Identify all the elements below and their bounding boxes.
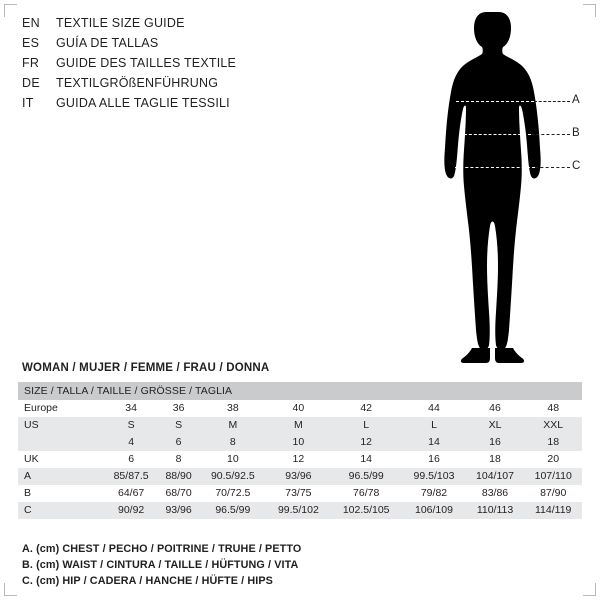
language-title: GUIDA ALLE TAGLIE TESSILI xyxy=(56,96,230,110)
cell: 90.5/92.5 xyxy=(199,468,267,485)
cell: 48 xyxy=(524,400,582,417)
cell: 40 xyxy=(267,400,330,417)
row-label: US xyxy=(18,417,104,434)
table-row xyxy=(18,417,582,434)
language-code: DE xyxy=(22,76,40,90)
cell: M xyxy=(267,417,330,434)
cell: 110/113 xyxy=(466,502,525,519)
cell: 93/96 xyxy=(267,468,330,485)
cell: 14 xyxy=(330,451,402,468)
cell: L xyxy=(402,417,465,434)
language-code: IT xyxy=(22,96,34,110)
cell: 10 xyxy=(199,451,267,468)
cell: 36 xyxy=(158,400,199,417)
table-row xyxy=(18,502,582,519)
cell: 88/90 xyxy=(158,468,199,485)
language-row xyxy=(22,16,352,36)
row-label: A xyxy=(18,468,104,485)
table-header-label: SIZE / TALLA / TAILLE / GRÖSSE / TAGLIA xyxy=(18,382,582,400)
cell: 10 xyxy=(267,434,330,451)
row-label: UK xyxy=(18,451,104,468)
cell: 90/92 xyxy=(104,502,158,519)
cell: 99.5/103 xyxy=(402,468,465,485)
footnotes xyxy=(22,541,542,589)
measure-label-b: B xyxy=(572,127,580,139)
size-table xyxy=(18,382,582,519)
language-title: TEXTILE SIZE GUIDE xyxy=(56,16,185,30)
cell: L xyxy=(330,417,402,434)
measure-line-hip xyxy=(455,167,535,168)
language-row xyxy=(22,36,352,56)
language-title: GUIDE DES TAILLES TEXTILE xyxy=(56,56,237,70)
cell: 96.5/99 xyxy=(199,502,267,519)
measure-label-c: C xyxy=(572,160,581,172)
cell: 8 xyxy=(199,434,267,451)
cell: 96.5/99 xyxy=(330,468,402,485)
cell: 76/78 xyxy=(330,485,402,502)
measure-leader-chest xyxy=(534,101,570,102)
row-label: Europe xyxy=(18,400,104,417)
crop-mark-bottom-left xyxy=(4,583,17,596)
cell: S xyxy=(104,417,158,434)
cell: 18 xyxy=(466,451,525,468)
row-label: C xyxy=(18,502,104,519)
measure-leader-hip xyxy=(535,167,570,168)
woman-silhouette-icon xyxy=(400,8,590,368)
cell: 46 xyxy=(466,400,525,417)
cell: 85/87.5 xyxy=(104,468,158,485)
measure-leader-waist xyxy=(531,134,570,135)
table-row xyxy=(18,468,582,485)
cell: 38 xyxy=(199,400,267,417)
language-code: ES xyxy=(22,36,40,50)
cell: 114/119 xyxy=(524,502,582,519)
measure-label-a: A xyxy=(572,94,580,106)
cell: 64/67 xyxy=(104,485,158,502)
cell: 16 xyxy=(402,451,465,468)
table-row xyxy=(18,451,582,468)
cell: 18 xyxy=(524,434,582,451)
row-label xyxy=(18,434,104,451)
cell: 4 xyxy=(104,434,158,451)
section-title: WOMAN / MUJER / FEMME / FRAU / DONNA xyxy=(22,362,270,374)
language-row xyxy=(22,96,352,116)
table-row xyxy=(18,400,582,417)
cell: 73/75 xyxy=(267,485,330,502)
footnote-c: C. (cm) HIP / CADERA / HANCHE / HÜFTE / HIPS xyxy=(22,575,273,587)
language-code: EN xyxy=(22,16,40,30)
cell: 87/90 xyxy=(524,485,582,502)
cell: 107/110 xyxy=(524,468,582,485)
cell: 70/72.5 xyxy=(199,485,267,502)
crop-mark-top-left xyxy=(4,4,17,17)
table-header-row xyxy=(18,382,582,400)
language-title-block xyxy=(22,16,352,116)
cell: S xyxy=(158,417,199,434)
measure-line-chest xyxy=(456,101,534,102)
table-row xyxy=(18,434,582,451)
cell: 42 xyxy=(330,400,402,417)
row-label: B xyxy=(18,485,104,502)
cell: XL xyxy=(466,417,525,434)
cell: 16 xyxy=(466,434,525,451)
cell: 34 xyxy=(104,400,158,417)
cell: M xyxy=(199,417,267,434)
cell: 83/86 xyxy=(466,485,525,502)
cell: 102.5/105 xyxy=(330,502,402,519)
cell: 44 xyxy=(402,400,465,417)
footnote-a: A. (cm) CHEST / PECHO / POITRINE / TRUHE / PETTO xyxy=(22,543,302,555)
language-code: FR xyxy=(22,56,40,70)
cell: 20 xyxy=(524,451,582,468)
language-title: TEXTILGRÖßENFÜHRUNG xyxy=(56,76,219,90)
cell: 6 xyxy=(158,434,199,451)
cell: 12 xyxy=(330,434,402,451)
cell: 14 xyxy=(402,434,465,451)
measure-line-waist xyxy=(459,134,531,135)
cell: 79/82 xyxy=(402,485,465,502)
cell: XXL xyxy=(524,417,582,434)
cell: 99.5/102 xyxy=(267,502,330,519)
cell: 12 xyxy=(267,451,330,468)
cell: 104/107 xyxy=(466,468,525,485)
footnote-b: B. (cm) WAIST / CINTURA / TAILLE / HÜFTUNG / VITA xyxy=(22,559,299,571)
cell: 8 xyxy=(158,451,199,468)
language-row xyxy=(22,76,352,96)
figure-area xyxy=(400,8,590,368)
table-row xyxy=(18,485,582,502)
cell: 93/96 xyxy=(158,502,199,519)
cell: 68/70 xyxy=(158,485,199,502)
cell: 106/109 xyxy=(402,502,465,519)
language-row xyxy=(22,56,352,76)
crop-mark-bottom-right xyxy=(583,583,596,596)
cell: 6 xyxy=(104,451,158,468)
language-title: GUÍA DE TALLAS xyxy=(56,36,159,50)
